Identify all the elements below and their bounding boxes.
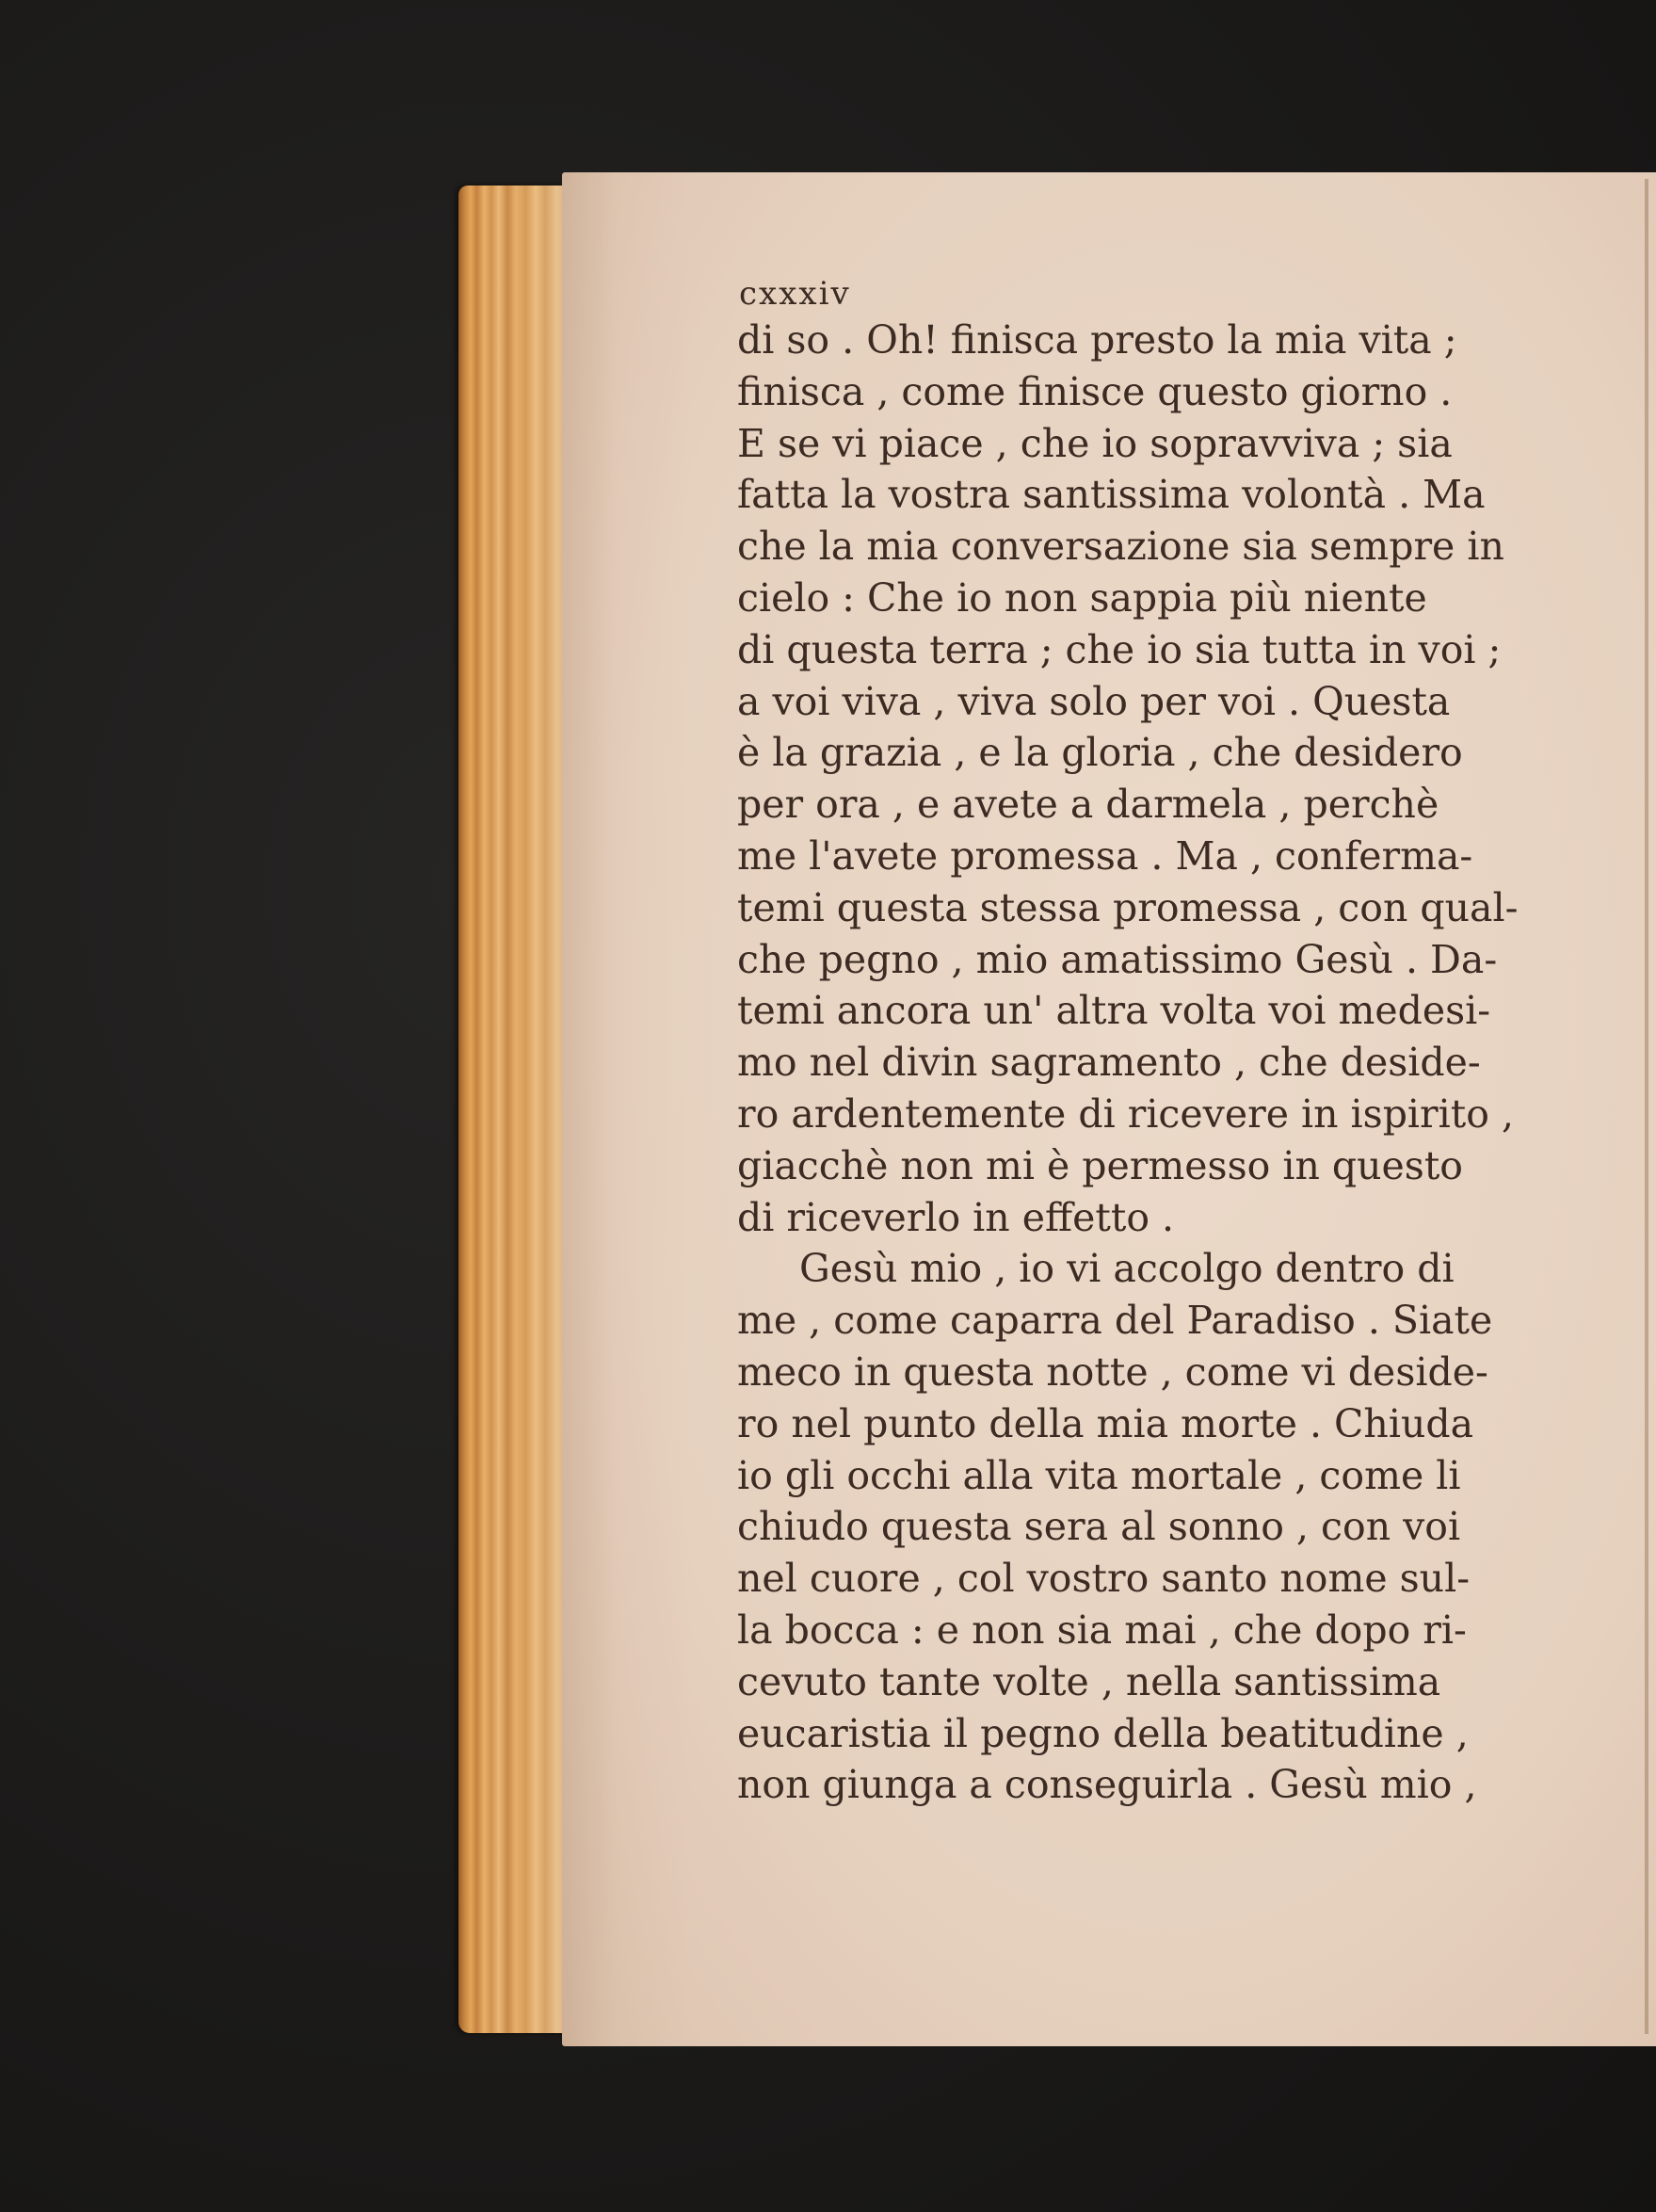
text-line: giacchè non mi è permesso in questo (737, 1142, 1463, 1188)
text-line: me l'avete promessa . Ma , conferma- (737, 832, 1473, 879)
text-line: chiudo questa sera al sonno , con voi (737, 1504, 1461, 1550)
text-line: cielo : Che io non sappia più niente (737, 574, 1427, 621)
text-line: è la grazia , e la gloria , che desidero (737, 730, 1463, 776)
text-line: temi ancora un' altra volta voi medesi- (737, 988, 1491, 1034)
text-line: mo nel divin sagramento , che deside- (737, 1040, 1481, 1086)
text-line: cevuto tante volte , nella santissima (737, 1658, 1441, 1704)
text-line: meco in questa notte , come vi deside- (737, 1348, 1488, 1395)
book-gutter (1645, 179, 1648, 2034)
text-line: di questa terra ; che io sia tutta in voi ; (737, 626, 1502, 672)
paragraph-start-line: Gesù mio , io vi accolgo dentro di (799, 1246, 1455, 1292)
text-line: non giunga a conseguirla . Gesù mio , (737, 1762, 1477, 1808)
text-line: io gli occhi alla vita mortale , come li (737, 1452, 1461, 1498)
text-line: ro ardentemente di ricevere in ispirito , (737, 1090, 1514, 1137)
text-line: di riceverlo in effetto . (737, 1194, 1175, 1240)
text-line: che pegno , mio amatissimo Gesù . Da- (737, 936, 1498, 982)
text-line: di so . Oh! finisca presto la mia vita ; (737, 317, 1457, 363)
text-line: eucaristia il pegno della beatitudine , (737, 1710, 1469, 1756)
text-line: E se vi piace , che io sopravviva ; sia (737, 420, 1453, 466)
text-line: fatta la vostra santissima volontà . Ma (737, 472, 1486, 518)
page-number: cxxxiv (739, 275, 851, 313)
text-line: per ora , e avete a darmela , perchè (737, 782, 1439, 828)
text-line: la bocca : e non sia mai , che dopo ri- (737, 1607, 1467, 1653)
text-line: temi questa stessa promessa , con qual- (737, 884, 1519, 930)
text-line: a voi viva , viva solo per voi . Questa (737, 678, 1451, 724)
text-line: che la mia conversazione sia sempre in (737, 524, 1504, 570)
text-lines (737, 315, 1558, 1811)
text-line: finisca , come finisce questo giorno . (737, 368, 1453, 414)
text-line: ro nel punto della mia morte . Chiuda (737, 1400, 1474, 1446)
page-text (737, 273, 1558, 1811)
text-line: me , come caparra del Paradiso . Siate (737, 1298, 1493, 1344)
text-line: nel cuore , col vostro santo nome sul- (737, 1556, 1471, 1602)
